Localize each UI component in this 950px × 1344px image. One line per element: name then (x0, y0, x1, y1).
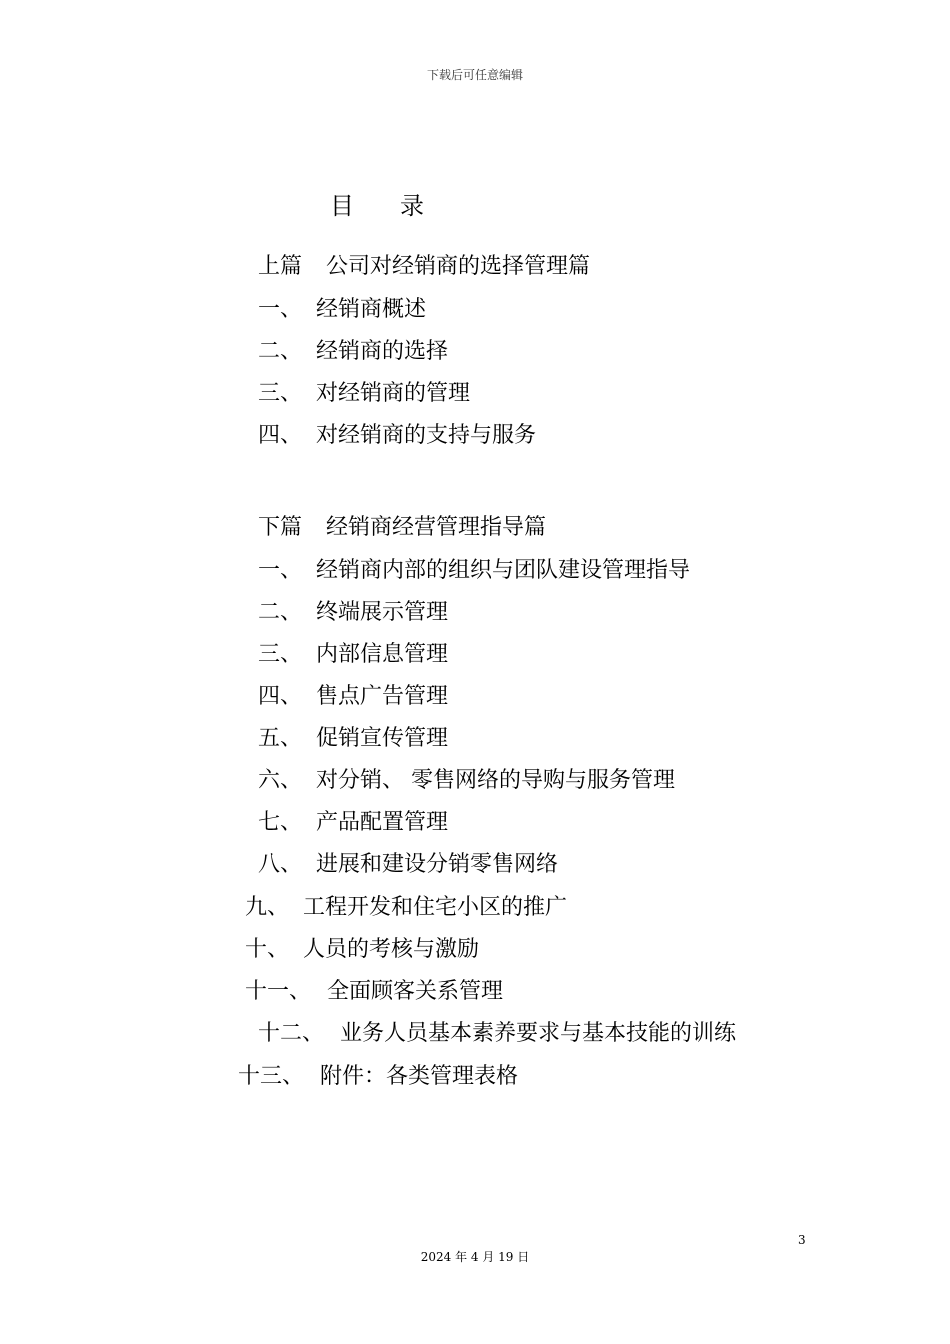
toc-item-num: 二、 (258, 339, 303, 364)
toc-item-num: 一、 (258, 297, 303, 322)
part1-heading-prefix: 上篇 (258, 254, 303, 279)
toc-item-text: 对经销商的支持与服务 (316, 423, 537, 448)
toc-item-num: 十三、 (238, 1064, 305, 1089)
toc-item-text: 附件：各类管理表格 (320, 1064, 519, 1089)
toc-item-num: 九、 (245, 895, 290, 920)
toc-item (258, 809, 448, 837)
toc-item (258, 380, 470, 408)
toc-item-text: 对经销商的管理 (316, 381, 471, 406)
toc-item-text: 售点广告管理 (316, 684, 449, 709)
toc-item-text: 业务人员基本素养要求与基本技能的训练 (340, 1021, 737, 1046)
toc-item (245, 936, 479, 964)
toc-item-text: 经销商的选择 (316, 339, 449, 364)
toc-item-num: 三、 (258, 642, 303, 667)
toc-item (258, 296, 426, 324)
toc-item (258, 599, 448, 627)
toc-item-text: 工程开发和住宅小区的推广 (303, 895, 568, 920)
toc-item-num: 八、 (258, 852, 303, 877)
toc-item (245, 894, 567, 922)
toc-item-num: 十一、 (245, 979, 312, 1004)
part1-heading (258, 253, 590, 281)
toc-item (258, 851, 558, 879)
part2-heading-text: 经销商经营管理指导篇 (326, 515, 547, 540)
toc-item-text: 内部信息管理 (316, 642, 449, 667)
toc-item-text: 经销商内部的组织与团队建设管理指导 (316, 558, 691, 583)
toc-item-num: 十、 (245, 937, 290, 962)
toc-item-num: 一、 (258, 558, 303, 583)
toc-item-text: 进展和建设分销零售网络 (316, 852, 559, 877)
toc-item-text: 终端展示管理 (316, 600, 449, 625)
toc-title (330, 186, 424, 221)
toc-item-num: 十二、 (258, 1021, 325, 1046)
toc-item-num: 六、 (258, 768, 303, 793)
toc-item-text: 经销商概述 (316, 297, 427, 322)
toc-item (245, 978, 503, 1006)
toc-item-num: 四、 (258, 684, 303, 709)
toc-item (258, 725, 448, 753)
toc-item (258, 1020, 736, 1048)
part2-heading (258, 514, 546, 542)
toc-title-right: 录 (400, 192, 424, 220)
toc-item-num: 二、 (258, 600, 303, 625)
toc-item-text: 产品配置管理 (316, 810, 449, 835)
part1-heading-text: 公司对经销商的选择管理篇 (326, 254, 591, 279)
toc-item (258, 767, 675, 795)
toc-item-num: 三、 (258, 381, 303, 406)
toc-title-left: 目 (330, 192, 354, 220)
header-note: 下载后可任意编辑 (426, 68, 523, 82)
toc-item-num: 四、 (258, 423, 303, 448)
toc-item-num: 五、 (258, 726, 303, 751)
toc-item (258, 641, 448, 669)
toc-item (258, 683, 448, 711)
toc-item (258, 422, 536, 450)
toc-item-text: 人员的考核与激励 (303, 937, 480, 962)
toc-item-text: 全面顾客关系管理 (327, 979, 504, 1004)
page-number: 3 (798, 1233, 806, 1247)
toc-item (258, 338, 448, 366)
toc-item-text: 促销宣传管理 (316, 726, 449, 751)
part2-heading-prefix: 下篇 (258, 515, 303, 540)
toc-item (258, 557, 690, 585)
toc-item-text: 对分销、 零售网络的导购与服务管理 (316, 768, 675, 793)
toc-item-num: 七、 (258, 810, 303, 835)
toc-item (238, 1063, 518, 1091)
footer-date: 2024 年 4 月 19 日 (420, 1250, 530, 1264)
